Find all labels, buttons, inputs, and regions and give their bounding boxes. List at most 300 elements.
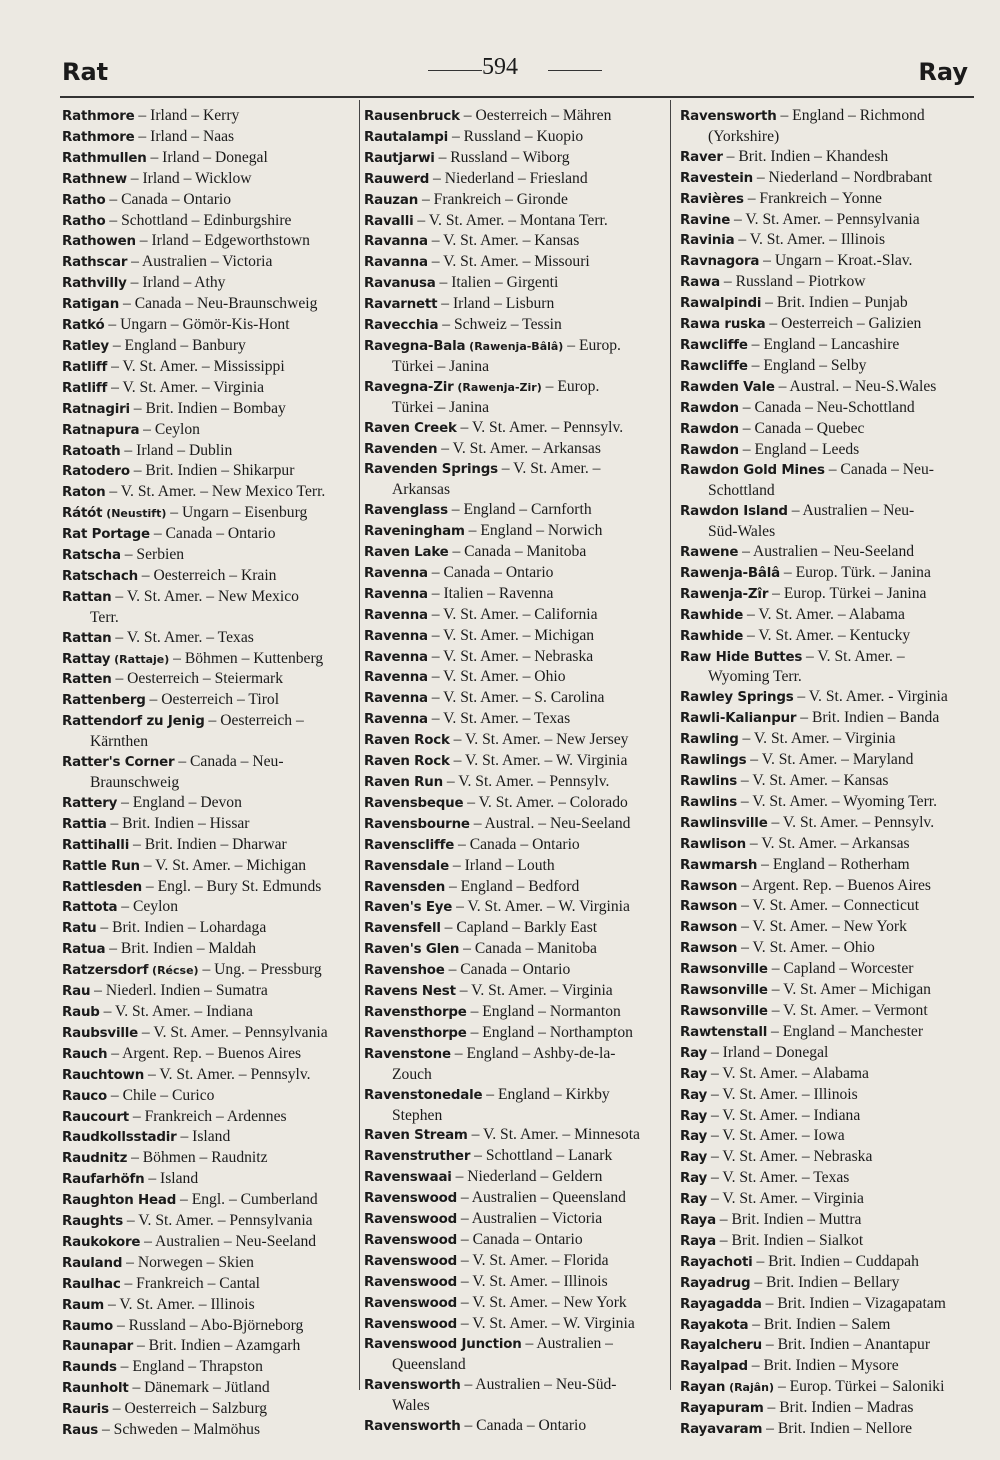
entry-location: – Schweiz – Tessin (438, 316, 562, 334)
entry-keyword: Rattery (62, 795, 118, 811)
entry-location: – England – Leeds (738, 440, 860, 458)
entry-keyword: Ravenden (364, 441, 438, 457)
entry-line (364, 294, 666, 315)
entry-line (62, 1023, 358, 1044)
entry-keyword: Ravenglass (364, 503, 448, 519)
entry-location: – Australien – Neu-Seeland (738, 543, 915, 561)
entry-keyword: Ray (680, 1171, 708, 1187)
entry-line (62, 877, 358, 898)
entry-location: – V. St. Amer. – New Mexico (111, 587, 299, 605)
entry-keyword: Ravières (680, 191, 744, 207)
entry-keyword: Rawlison (680, 836, 747, 852)
entry-location: – V. St. Amer. – Virginia (107, 378, 265, 396)
entry-line (680, 314, 976, 335)
entry-location: – V. St. Amer. – Michigan (427, 626, 595, 644)
entry-keyword: Ravenshoe (364, 963, 445, 979)
entry-keyword: Raufarhöfn (62, 1172, 145, 1188)
entry-keyword: Ravensworth (364, 1419, 461, 1435)
entry-continuation: Braunschweig (90, 774, 180, 791)
entry-line (680, 626, 976, 647)
entry-keyword: Rayapuram (680, 1401, 764, 1417)
entry-keyword: Rawling (680, 732, 739, 748)
entry-location: – V. St. Amer. – Iowa (707, 1127, 845, 1145)
entry-line (62, 252, 358, 273)
entry-line (364, 500, 666, 521)
entry-keyword: Rawli-Kalianpur (680, 711, 797, 727)
entry-location: – Brit. Indien – Nellore (762, 1420, 913, 1438)
entry-line (680, 605, 976, 626)
entry-line (62, 1274, 358, 1295)
entry-keyword: Rawcliffe (680, 337, 748, 353)
entry-line (364, 1209, 666, 1230)
entry-line (680, 1231, 976, 1252)
entry-variant-name: (Rajân) (725, 1381, 775, 1395)
entry-line (62, 1002, 358, 1023)
entry-location: – V. St. Amer. – Kentucky (743, 626, 911, 644)
entry-line (364, 377, 666, 398)
entry-location: – V. St. Amer. – W. Virginia (457, 1314, 635, 1332)
running-head-left: Rat (62, 58, 109, 86)
entry-location: – Frankreich – Cantal (120, 1274, 261, 1292)
entry-line (680, 1315, 976, 1336)
entry-keyword: Ratnagiri (62, 401, 130, 417)
gazetteer-column-3 (680, 106, 976, 1440)
entry-line (364, 793, 666, 814)
entry-line (364, 106, 666, 127)
entry-line (680, 980, 976, 1001)
entry-line (364, 418, 666, 439)
entry-keyword: Raya (680, 1233, 716, 1249)
entry-line (364, 1044, 666, 1065)
entry-line (364, 1230, 666, 1251)
entry-keyword: Ratnapura (62, 422, 140, 438)
entry-line (364, 521, 666, 542)
entry-keyword: Raunapar (62, 1339, 134, 1355)
entry-keyword: Ravenna (364, 565, 428, 581)
entry-line (680, 896, 976, 917)
entry-location: – V. St. Amer. – Ohio (427, 668, 566, 686)
entry-keyword: Ravenden Springs (364, 462, 498, 478)
entry-line (680, 1210, 976, 1231)
entry-keyword: Raucourt (62, 1109, 129, 1125)
entry-keyword: Ravecchia (364, 318, 439, 334)
entry-location: – V. St. Amer. – New Mexico Terr. (105, 483, 326, 501)
entry-variant-name: (Rattaje) (110, 652, 170, 666)
entry-location: – Brit. Indien – Lohardaga (96, 919, 267, 937)
entry-keyword: Ratu (62, 921, 97, 937)
entry-line (62, 587, 358, 608)
entry-location: – Schottland – Lanark (470, 1147, 613, 1165)
entry-location: – V. St. Amer. – Kansas (737, 772, 889, 789)
entry-line (364, 1125, 666, 1146)
entry-continuation: Zouch (392, 1065, 432, 1083)
entry-keyword: Rattle Run (62, 858, 140, 874)
entry-line (62, 148, 358, 169)
entry-continuation: Schottland (708, 482, 775, 500)
entry-keyword: Ravenswood (364, 1316, 458, 1332)
entry-keyword: Rawhide (680, 628, 744, 644)
entry-keyword: Rayakota (680, 1317, 749, 1333)
entry-location: – V. St. Amer. – New York (737, 918, 907, 936)
entry-location: – Irland – Athy (126, 274, 226, 292)
entry-location: – V. St. Amer. - Virginia (793, 688, 948, 706)
entry-location: – V. St. Amer. – Illinois (734, 231, 886, 249)
entry-line (680, 917, 976, 938)
entry-line (62, 106, 358, 127)
entry-location: – Ungarn – Gömör-Kis-Hont (104, 316, 290, 334)
entry-keyword: Ratliff (62, 359, 108, 375)
entry-line (62, 752, 358, 773)
entry-location: – Australien – Victoria (457, 1210, 603, 1228)
entry-variant-name: (Rawenja-Bâlâ) (465, 339, 564, 353)
entry-location: – Australien – Neu- (787, 502, 915, 520)
entry-keyword: Rawlins (680, 794, 738, 810)
entry-line (62, 503, 358, 524)
entry-keyword: Ravenstonedale (364, 1087, 483, 1103)
entry-location: – V. St. Amer. – Michigan (139, 856, 307, 874)
entry-location: – Ceylon (117, 898, 179, 916)
entry-keyword: Raton (62, 485, 106, 501)
entry-keyword: Rawden Vale (680, 379, 775, 395)
entry-line (364, 584, 666, 605)
entry-location: – England – Bedford (445, 877, 580, 895)
entry-location: – Argent. Rep. – Buenos Aires (737, 876, 931, 894)
entry-line (62, 1378, 358, 1399)
entry-line (680, 938, 976, 959)
entry-line (62, 1190, 358, 1211)
entry-keyword: Ravenscliffe (364, 837, 455, 853)
entry-line (680, 959, 976, 980)
entry-keyword: Rawdon Island (680, 504, 788, 520)
entry-keyword: Ratodero (62, 464, 130, 480)
entry-location: – Canada – Neu- (824, 461, 934, 479)
entry-line (364, 1293, 666, 1314)
entry-location: – V. St. Amer. – Texas (111, 628, 254, 646)
entry-keyword: Ravenna (364, 607, 428, 623)
entry-keyword: Rawalpindi (680, 296, 762, 312)
entry-location: – Dänemark – Jütland (128, 1379, 270, 1397)
entry-line (364, 856, 666, 877)
entry-location: – Brit. Indien – Madras (763, 1399, 914, 1417)
entry-location: – V. St. Amer. – Texas (707, 1169, 850, 1187)
entry-line (62, 1086, 358, 1107)
entry-location: – Australien – (521, 1335, 613, 1353)
entry-line (680, 398, 976, 419)
entry-keyword: Rawtenstall (680, 1024, 768, 1040)
entry-keyword: Ratho (62, 192, 106, 208)
entry-keyword: Ravensworth (680, 109, 777, 124)
entry-line (62, 441, 358, 462)
entry-continuation: (Yorkshire) (708, 127, 780, 145)
entry-line (364, 211, 666, 232)
entry-line (62, 169, 358, 190)
entry-line (680, 1022, 976, 1043)
entry-line (364, 169, 666, 190)
entry-location: – England – Devon (117, 793, 242, 811)
entry-line (62, 1399, 358, 1420)
entry-keyword: Ray (680, 1129, 708, 1145)
entry-line (680, 1294, 976, 1315)
entry-continuation: Türkei – Janina (392, 398, 489, 416)
entry-keyword: Ratter's Corner (62, 755, 175, 771)
entry-line (364, 336, 666, 357)
entry-continuation: Kärnthen (90, 733, 149, 751)
entry-keyword: Ravensbeque (364, 795, 464, 811)
entry-keyword: Ravinia (680, 233, 735, 249)
entry-location: – Irland – Louth (448, 856, 555, 874)
entry-keyword: Rayalcheru (680, 1338, 762, 1354)
entry-location: – V. St. Amer. – Vermont (767, 1001, 928, 1019)
entry-location: – England – Northampton (466, 1023, 633, 1041)
entry-keyword: Ratho (62, 213, 106, 229)
entry-keyword: Rauchtown (62, 1067, 145, 1083)
entry-keyword: Ratscha (62, 548, 121, 564)
entry-location: – V. St. Amer. – Virginia (455, 982, 613, 1000)
entry-location: – England – Kirkby (482, 1085, 610, 1103)
entry-location: – Böhmen – Kuttenberg (169, 649, 324, 667)
entry-location: – V. St. Amer. – Montana Terr. (413, 211, 608, 229)
entry-keyword: Raw Hide Buttes (680, 649, 803, 665)
entry-location: – V. St. Amer. – Illinois (104, 1295, 255, 1313)
entry-location: – England – Banbury (108, 336, 246, 354)
entry-location: – Brit. Indien – Banda (796, 709, 940, 727)
entry-location: – Irland – Lisburn (437, 295, 555, 313)
entry-location: – V. St. Amer. – Pennsylvania (730, 210, 920, 228)
entry-keyword: Raukokore (62, 1234, 141, 1250)
entry-keyword: Ravenna (364, 712, 428, 728)
entry-line (62, 336, 358, 357)
entry-location: – Europ. (563, 336, 621, 354)
entry-location: – Oesterreich – Mähren (459, 107, 612, 124)
entry-location: – Irland – Wicklow (126, 169, 252, 187)
entry-line (680, 419, 976, 440)
entry-line (364, 1251, 666, 1272)
entry-keyword: Ravine (680, 212, 731, 228)
entry-location: – Canada – Ontario (105, 190, 232, 208)
entry-keyword: Rawenja-Zîr (680, 586, 769, 602)
entry-keyword: Raven's Eye (364, 900, 453, 916)
entry-line (364, 315, 666, 336)
entry-line (364, 835, 666, 856)
entry-keyword: Ravenswaai (364, 1170, 452, 1186)
entry-line (364, 1023, 666, 1044)
entry-line (680, 1398, 976, 1419)
entry-location: – Chile – Curico (107, 1086, 215, 1104)
entry-keyword: Rathmore (62, 129, 135, 145)
entry-location: – Australien – Neu-Süd- (460, 1376, 617, 1394)
entry-keyword: Rattay (62, 651, 111, 667)
entry-line (364, 1416, 666, 1437)
entry-keyword: Ravanusa (364, 276, 436, 292)
entry-keyword: Ravenswood (364, 1295, 458, 1311)
entry-location: – Niederl. Indien – Sumatra (90, 982, 268, 1000)
entry-line (62, 524, 358, 545)
entry-location: – V. St. Amer. – Alabama (743, 605, 905, 623)
entry-location: – V. St. Amer. – Indiana (707, 1106, 861, 1124)
entry-location: – England – Ashby-de-la- (450, 1044, 616, 1062)
entry-keyword: Ravensworth (364, 1378, 461, 1394)
entry-keyword: Rathnew (62, 171, 127, 187)
entry-location: – V. St. Amer. – (802, 647, 905, 665)
entry-keyword: Ray (680, 1108, 708, 1124)
entry-location: – V. St. Amer. – Florida (457, 1251, 609, 1269)
entry-line (364, 772, 666, 793)
entry-location: – V. St. Amer. – Pennsylv. (144, 1065, 311, 1083)
entry-location: – V. St. Amer. – New Jersey (449, 731, 629, 749)
entry-line (680, 813, 976, 834)
entry-keyword: Ravalli (364, 213, 414, 229)
entry-keyword: Rawsonville (680, 983, 768, 999)
entry-line (364, 231, 666, 252)
entry-keyword: Ravegna-Bala (364, 338, 466, 354)
entry-keyword: Raven Stream (364, 1128, 468, 1144)
entry-keyword: Ratschach (62, 568, 138, 584)
entry-keyword: Raus (62, 1423, 99, 1439)
entry-location: – Canada – Ontario (444, 961, 571, 979)
entry-location: – Australien – Neu-Seeland (140, 1232, 317, 1250)
entry-line (680, 293, 976, 314)
entry-keyword: Ray (680, 1045, 708, 1061)
entry-line (62, 1065, 358, 1086)
entry-line (364, 1272, 666, 1293)
entry-keyword: Rayavaram (680, 1422, 763, 1438)
entry-keyword: Rawhide (680, 607, 744, 623)
entry-line (62, 566, 358, 587)
entry-keyword: Ravenna (364, 649, 428, 665)
entry-line (62, 814, 358, 835)
entry-location: – Schweden – Malmöhus (98, 1421, 261, 1439)
entry-location: – Frankreich – Gironde (418, 190, 568, 208)
entry-location: – Brit. Indien – Anantapur (761, 1336, 931, 1354)
entry-line (364, 626, 666, 647)
entry-line (62, 649, 358, 670)
entry-line (364, 751, 666, 772)
entry-line (364, 730, 666, 751)
entry-location: – Irland – Naas (134, 127, 235, 145)
gazetteer-column-1 (62, 106, 358, 1441)
entry-line (680, 855, 976, 876)
entry-keyword: Rawdon (680, 400, 739, 416)
entry-line (62, 856, 358, 877)
entry-location: – V. St. Amer. – Colorado (463, 793, 628, 811)
entry-line (364, 563, 666, 584)
entry-line (62, 357, 358, 378)
entry-location: – Oesterreich – Steiermark (111, 670, 284, 688)
entry-location: – Canada – Neu- (174, 753, 284, 771)
entry-line (680, 1126, 976, 1147)
entry-line (364, 897, 666, 918)
entry-location: – V. St. Amer. – (497, 460, 601, 478)
entry-line (680, 356, 976, 377)
entry-line (364, 688, 666, 709)
entry-line (62, 273, 358, 294)
entry-keyword: Ravestein (680, 170, 753, 186)
entry-keyword: Rattan (62, 630, 112, 646)
entry-line (364, 667, 666, 688)
entry-continuation: Türkei – Janina (392, 357, 489, 375)
entry-line (364, 605, 666, 626)
entry-location: – V. St. Amer. – Pennsylv. (456, 418, 624, 436)
entry-location: – Canada – Neu-Braunschweig (119, 295, 318, 313)
entry-keyword: Rawlings (680, 753, 747, 769)
entry-keyword: Rautjarwi (364, 150, 435, 166)
entry-keyword: Raudkollsstadir (62, 1130, 177, 1146)
entry-location: – V. St. Amer. – Texas (427, 710, 571, 728)
entry-keyword: Ravensthorpe (364, 1004, 467, 1020)
entry-keyword: Ravenna (364, 670, 428, 686)
entry-keyword: Ravensdale (364, 858, 449, 874)
entry-keyword: Ratzersdorf (62, 963, 149, 979)
entry-location: – Schottland – Edinburgshire (105, 211, 292, 229)
entry-keyword: Raum (62, 1297, 105, 1313)
entry-keyword: Rawa ruska (680, 317, 766, 333)
entry-keyword: Ravensbourne (364, 816, 470, 832)
entry-keyword: Rawlins (680, 774, 738, 789)
entry-location: – V. St. Amer. – Missouri (427, 253, 590, 271)
entry-line (680, 876, 976, 897)
entry-location: – Italien – Girgenti (435, 274, 559, 292)
entry-location: – Russland – Kuopio (448, 127, 584, 145)
entry-keyword: Ratkó (62, 318, 105, 334)
entry-line (680, 147, 976, 168)
entry-location: – Brit. Indien – Bombay (129, 399, 286, 417)
entry-location: – England – Lancashire (747, 335, 900, 353)
entry-location: – Island (144, 1170, 199, 1188)
entry-line (680, 189, 976, 210)
entry-location: – V. St. Amer. – Maryland (746, 751, 914, 769)
entry-location: – Ceylon (139, 420, 200, 438)
entry-line (680, 1147, 976, 1168)
entry-keyword: Rawsonville (680, 1003, 768, 1019)
entry-keyword: Rawa (680, 275, 720, 291)
entry-keyword: Ravenna (364, 691, 428, 707)
entry-line (62, 939, 358, 960)
entry-line (62, 294, 358, 315)
entry-location: – Frankreich – Ardennes (128, 1107, 287, 1125)
entry-line (680, 1043, 976, 1064)
entry-keyword: Rawlinsville (680, 815, 768, 831)
entry-keyword: Rawene (680, 545, 739, 561)
entry-keyword: Ratley (62, 338, 109, 354)
entry-line (680, 647, 976, 668)
entry-location: – Italien – Ravenna (427, 584, 554, 602)
entry-variant-name: (Rawenja-Zir) (453, 380, 542, 394)
entry-line (62, 315, 358, 336)
entry-line (680, 106, 976, 127)
entry-continuation: Queensland (392, 1356, 466, 1374)
entry-line (62, 420, 358, 441)
entry-location: – V. St. Amer. – Alabama (707, 1064, 869, 1082)
entry-location: – Niederland – Friesland (429, 169, 588, 187)
entry-location: – Oesterreich – Salzburg (108, 1400, 268, 1418)
entry-line (680, 1189, 976, 1210)
entry-location: – Canada – Ontario (460, 1417, 587, 1435)
entry-keyword: Raven Rock (364, 754, 450, 770)
entry-keyword: Rathscar (62, 255, 128, 271)
entry-line (364, 814, 666, 835)
entry-location: – V. St. Amer. – Nebraska (707, 1148, 873, 1166)
entry-keyword: Rátót (62, 506, 103, 522)
entry-location: – V. St. Amer. – California (427, 605, 598, 623)
entry-location: – Brit. Indien – Punjab (761, 294, 908, 312)
entry-line (364, 647, 666, 668)
entry-location: – Capland – Barkly East (440, 919, 598, 937)
entry-keyword: Ravenstruther (364, 1149, 471, 1165)
entry-location: – Canada – Neu-Schottland (738, 398, 915, 416)
entry-line (62, 1316, 358, 1337)
entry-location: – Austral. – Neu-S.Wales (774, 377, 937, 395)
entry-keyword: Ravenswood (364, 1253, 458, 1269)
